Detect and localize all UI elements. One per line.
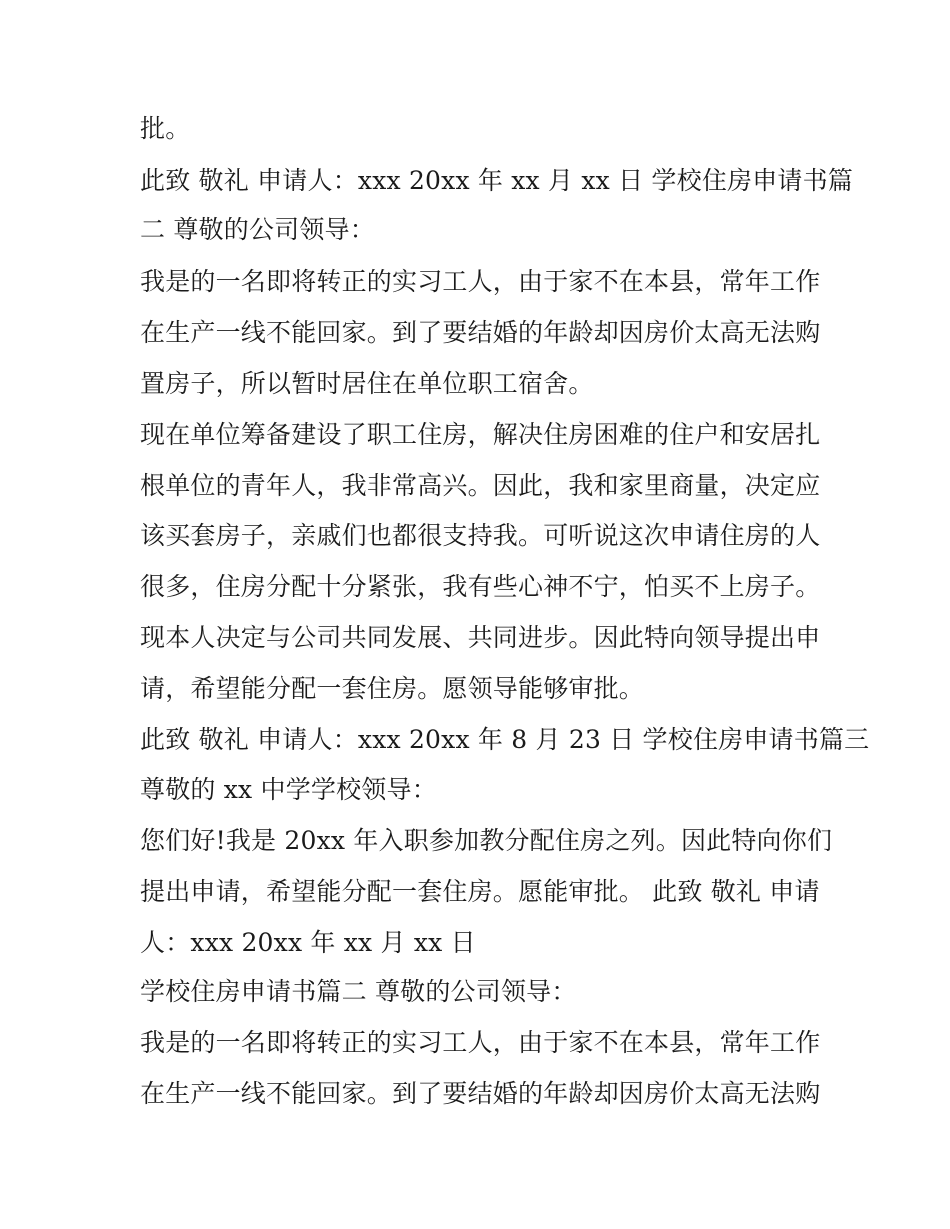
text-line-7: 现在单位筹备建设了职工住房，解决住房困难的住户和安居扎 <box>140 420 821 449</box>
text-line-20: 在生产一线不能回家。到了要结婚的年龄却因房价太高无法购 <box>140 1079 821 1108</box>
text-line-9: 该买套房子，亲戚们也都很支持我。可听说这次申请住房的人 <box>140 521 821 550</box>
text-line-11: 现本人决定与公司共同发展、共同进步。因此特向领导提出申 <box>140 623 821 652</box>
text-line-3: 二 尊敬的公司领导： <box>140 215 375 244</box>
text-line-6: 置房子，所以暂时居住在单位职工宿舍。 <box>140 369 594 398</box>
text-line-14: 尊敬的 xx 中学学校领导： <box>140 775 437 804</box>
text-line-2: 此致 敬礼 申请人：xxx 20xx 年 xx 月 xx 日 学校住房申请书篇 <box>140 166 854 195</box>
text-line-8: 根单位的青年人，我非常高兴。因此，我和家里商量，决定应 <box>140 471 821 500</box>
text-line-1: 批。 <box>140 114 191 143</box>
text-line-12: 请，希望能分配一套住房。愿领导能够审批。 <box>140 674 645 703</box>
text-line-13: 此致 敬礼 申请人：xxx 20xx 年 8 月 23 日 学校住房申请书篇三 <box>140 725 870 754</box>
text-line-16: 提出申请，希望能分配一套住房。愿能审批。 此致 敬礼 申请 <box>140 877 820 906</box>
text-line-17: 人：xxx 20xx 年 xx 月 xx 日 <box>140 928 476 957</box>
text-line-4: 我是的一名即将转正的实习工人，由于家不在本县，常年工作 <box>140 267 821 296</box>
text-line-15: 您们好!我是 20xx 年入职参加教分配住房之列。因此特向你们 <box>140 826 833 855</box>
text-line-10: 很多，住房分配十分紧张，我有些心神不宁，怕买不上房子。 <box>140 572 821 601</box>
text-line-5: 在生产一线不能回家。到了要结婚的年龄却因房价太高无法购 <box>140 318 821 347</box>
text-line-18: 学校住房申请书篇二 尊敬的公司领导： <box>140 977 577 1006</box>
text-line-19: 我是的一名即将转正的实习工人，由于家不在本县，常年工作 <box>140 1028 821 1057</box>
